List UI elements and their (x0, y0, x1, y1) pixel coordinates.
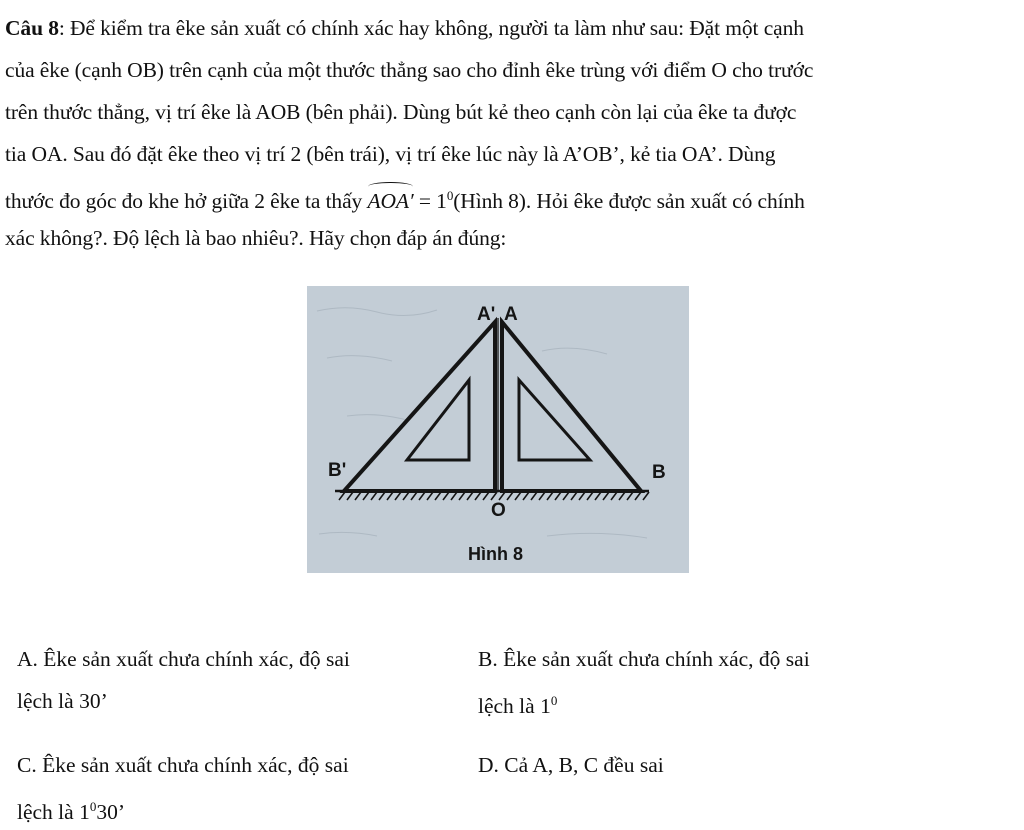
option-a-line-1[interactable]: A. Êke sản xuất chưa chính xác, độ sai (17, 647, 350, 671)
angle-equals: = 1 (413, 189, 447, 214)
hatch-mark (371, 492, 377, 500)
hatch-mark (347, 492, 353, 500)
hatch-mark (499, 492, 505, 500)
hatch-mark (339, 492, 345, 500)
option-c-value: lệch là 1 (17, 800, 90, 825)
hatch-mark (387, 492, 393, 500)
hatch-mark (619, 492, 625, 500)
label-o: O (491, 500, 506, 521)
question-text-5b: (Hình 8). Hỏi êke được sản xuất có chính (453, 189, 805, 214)
hatch-mark (483, 492, 489, 500)
option-b-line-1[interactable]: B. Êke sản xuất chưa chính xác, độ sai (478, 647, 810, 671)
ruler-hatch (339, 492, 649, 500)
question-line-3: trên thước thẳng, vị trí êke là AOB (bên phải). Dùng bút kẻ theo cạnh còn lại của êke ta được (5, 100, 797, 124)
hatch-mark (563, 492, 569, 500)
hatch-mark (411, 492, 417, 500)
question-line-4: tia OA. Sau đó đặt êke theo vị trí 2 (bên trái), vị trí êke lúc này là A’OB’, kẻ tia OA’. Dùng (5, 142, 776, 166)
hatch-mark (531, 492, 537, 500)
hatch-mark (475, 492, 481, 500)
hatch-mark (523, 492, 529, 500)
hatch-mark (435, 492, 441, 500)
option-c-line-2[interactable] (17, 793, 125, 826)
label-a: A (504, 304, 518, 325)
left-set-square (344, 322, 495, 491)
option-c-line-1[interactable]: C. Êke sản xuất chưa chính xác, độ sai (17, 753, 349, 777)
right-set-square (502, 322, 641, 491)
hatch-mark (491, 492, 497, 500)
option-b-degree: 0 (550, 693, 558, 708)
angle-name: AOA′ (367, 189, 414, 214)
option-d-line-1[interactable]: D. Cả A, B, C đều sai (478, 753, 664, 777)
label-b-prime: B' (328, 460, 347, 481)
hatch-mark (443, 492, 449, 500)
option-b-line-2[interactable] (478, 687, 557, 720)
hatch-mark (507, 492, 513, 500)
hatch-mark (419, 492, 425, 500)
hatch-mark (459, 492, 465, 500)
hatch-mark (403, 492, 409, 500)
hatch-mark (467, 492, 473, 500)
hatch-mark (379, 492, 385, 500)
hatch-mark (515, 492, 521, 500)
question-text-5a: thước đo góc đo khe hở giữa 2 êke ta thấy (5, 189, 368, 214)
option-c-minutes: 30’ (96, 800, 125, 825)
hatch-mark (547, 492, 553, 500)
set-square-diagram (307, 286, 689, 573)
figure-hinh-8 (307, 286, 689, 573)
option-a-line-2[interactable]: lệch là 30’ (17, 689, 108, 713)
hatch-mark (571, 492, 577, 500)
question-line-5 (5, 182, 805, 215)
hatch-mark (611, 492, 617, 500)
right-set-square-hole (519, 380, 590, 460)
option-b-value: lệch là 1 (478, 694, 551, 719)
hatch-mark (539, 492, 545, 500)
hatch-mark (643, 492, 649, 500)
question-text-1: : Để kiểm tra êke sản xuất có chính xác hay không, người ta làm như sau: Đặt một cạnh (58, 16, 804, 40)
hatch-mark (587, 492, 593, 500)
left-set-square-hole (407, 380, 469, 460)
hatch-mark (627, 492, 633, 500)
label-b: B (652, 462, 666, 483)
hatch-mark (451, 492, 457, 500)
hatch-mark (603, 492, 609, 500)
hatch-mark (555, 492, 561, 500)
hatch-mark (595, 492, 601, 500)
option-c-degree: 0 (89, 799, 97, 814)
hatch-mark (427, 492, 433, 500)
hatch-mark (579, 492, 585, 500)
question-line-6: xác không?. Độ lệch là bao nhiêu?. Hãy chọn đáp án đúng: (5, 226, 507, 250)
question-line-2: của êke (cạnh OB) trên cạnh của một thước thẳng sao cho đỉnh êke trùng với điểm O cho trước (5, 58, 814, 82)
hatch-mark (395, 492, 401, 500)
background-texture (317, 308, 647, 538)
figure-caption: Hình 8 (468, 544, 524, 564)
hatch-mark (355, 492, 361, 500)
question-label: Câu 8 (5, 16, 59, 40)
hatch-mark (363, 492, 369, 500)
hatch-mark (635, 492, 641, 500)
degree-superscript: 0 (446, 188, 454, 203)
label-a-prime: A' (477, 304, 496, 325)
question-line-1 (5, 14, 804, 42)
